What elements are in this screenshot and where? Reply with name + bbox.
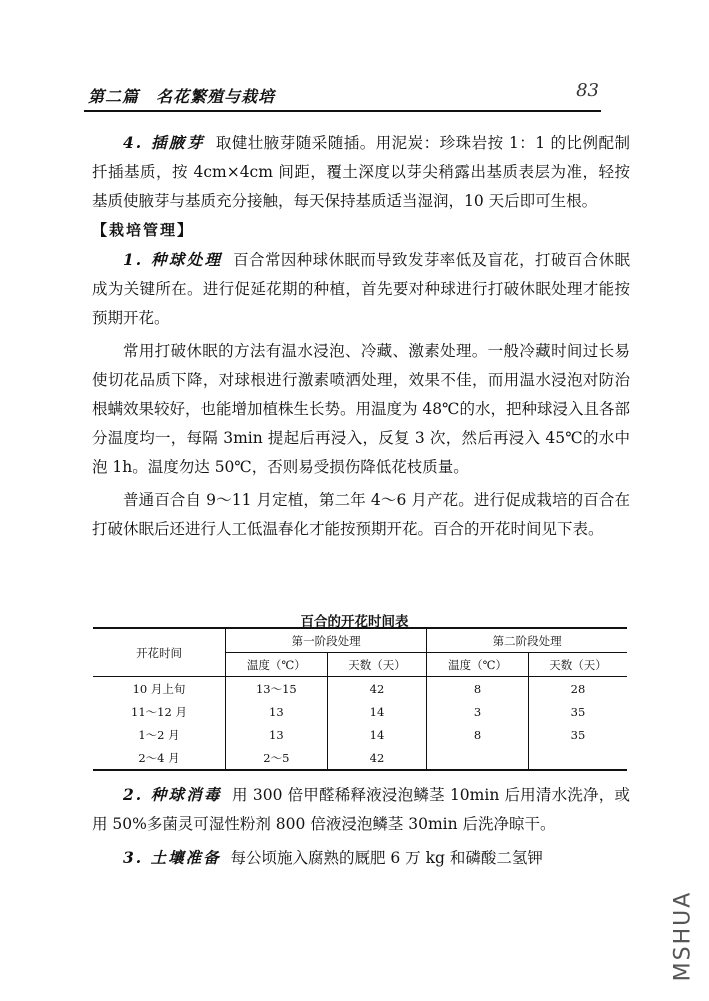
paragraph-lead: 2. 种球消毒 [123, 785, 222, 804]
table-row [93, 723, 627, 746]
cell-temp-2: 8 [427, 723, 529, 746]
paragraph-text: 取健壮腋芽随采随插。用泥炭：珍珠岩按 1：1 的比例配制扦插基质，按 4cm×4cm 间距，覆土深度以芽尖稍露出基质表层为准，轻按基质使腋芽与基质充分接触，每天保持基质适当湿润，10 天后即可生根。 [92, 134, 630, 210]
cell-days-2: 28 [528, 677, 627, 701]
cell-days-2: 35 [528, 723, 627, 746]
chapter-title: 第二篇 名花繁殖与栽培 [88, 87, 276, 106]
header-rule [84, 110, 601, 112]
cell-temp-1: 13 [226, 723, 328, 746]
cell-flowering-time: 1～2 月 [138, 727, 180, 742]
column-temp-2: 温度（℃） [427, 653, 529, 677]
section-title-cultivation: 【栽培管理】 [92, 221, 195, 239]
table-title: 百合的开花时间表 [300, 614, 409, 630]
table-row [93, 677, 627, 701]
lower-body-text [92, 780, 630, 873]
page-number: 83 [576, 80, 599, 101]
table-row [93, 746, 627, 770]
column-days-2: 天数（天） [528, 653, 627, 677]
cell-days-1: 42 [327, 677, 426, 701]
column-temp-1: 温度（℃） [226, 653, 328, 677]
paragraph-bulb-treatment [92, 245, 630, 333]
cell-days-1: 42 [327, 746, 426, 770]
table-header-row [93, 628, 627, 653]
cell-temp-2: 3 [427, 700, 529, 723]
paragraph-lead: 3. 土壤准备 [123, 848, 221, 867]
table-row [93, 700, 627, 723]
upper-body-text [92, 128, 630, 544]
group-first-stage: 第一阶段处理 [226, 628, 427, 653]
paragraph-lead: 1. 种球处理 [123, 250, 223, 269]
cell-temp-2: 8 [427, 677, 529, 701]
paragraph-soil-preparation [92, 843, 630, 873]
paragraph-dormancy-methods: 常用打破休眠的方法有温水浸泡、冷藏、激素处理。一般冷藏时间过长易使切花品质下降，对球根进行激素喷洒处理，效果不佳，而用温水浸泡对防治根螨效果较好，也能增加植株生长势。用温度为 48℃的水，把种球浸入且各部分温度均一，每隔 3min 提起后再浸入，反复 3 次，然后再浸入 45℃的水中泡 1h。温度勿达 50℃，否则易受损伤降低花枝质量。 [92, 342, 630, 476]
cell-temp-1: 13～15 [226, 677, 328, 701]
cell-days-1: 14 [327, 723, 426, 746]
group-second-stage: 第二阶段处理 [427, 628, 627, 653]
paragraph-lead: 4. 插腋芽 [123, 133, 206, 152]
cell-temp-1: 2～5 [226, 746, 328, 770]
cell-days-2: 35 [528, 700, 627, 723]
column-flowering-time: 开花时间 [93, 628, 226, 677]
paragraph-axillary-bud-cutting [92, 128, 630, 216]
paragraph-bulb-disinfection [92, 780, 630, 839]
paragraph-text: 用 300 倍甲醛稀释液浸泡鳞茎 10min 后用清水洗净，或用 50%多菌灵可湿性粉剂 800 倍液浸泡鳞茎 30min 后洗净晾干。 [92, 786, 630, 833]
flowering-time-table [93, 627, 627, 771]
cell-days-2 [528, 746, 627, 770]
paragraph-text: 百合常因种球休眠而导致发芽率低及盲花，打破百合休眠成为关键所在。进行促延花期的种植，首先要对种球进行打破休眠处理才能按预期开花。 [92, 251, 631, 327]
cell-flowering-time: 2～4 月 [93, 746, 226, 770]
cell-temp-2 [427, 746, 529, 770]
cell-flowering-time: 11～12 月 [131, 704, 187, 719]
paragraph-flowering-schedule: 普通百合自 9～11 月定植，第二年 4～6 月产花。进行促成栽培的百合在打破休眠后还进行人工低温春化才能按预期开花。百合的开花时间见下表。 [92, 491, 630, 538]
watermark-text: MSHUA [670, 890, 696, 982]
cell-temp-1: 13 [226, 700, 328, 723]
cell-flowering-time: 10 月上旬 [132, 681, 186, 696]
running-header [88, 80, 599, 110]
cell-days-1: 14 [327, 700, 426, 723]
watermark [667, 881, 699, 991]
paragraph-text: 每公顷施入腐熟的厩肥 6 万 kg 和磷酸二氢钾 [230, 849, 543, 867]
column-days-1: 天数（天） [327, 653, 426, 677]
